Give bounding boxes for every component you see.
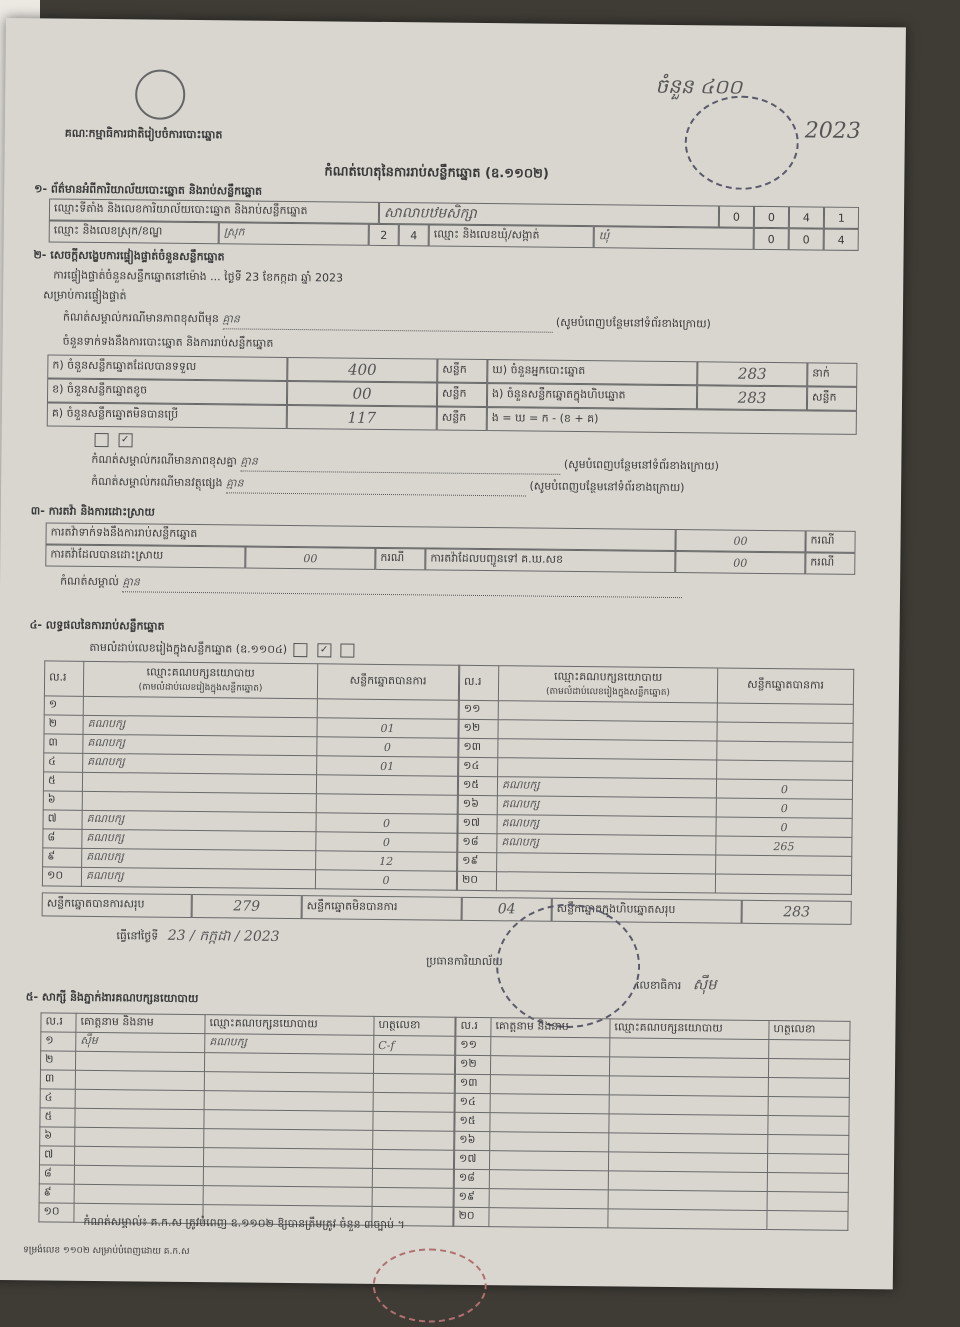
- result-no: ៥: [43, 772, 82, 791]
- witness-party: [204, 1091, 373, 1112]
- complaint-note-value: គ្មាន: [122, 575, 682, 598]
- count-d-value: 283: [697, 361, 807, 386]
- witness-party: [608, 1152, 767, 1173]
- witness-no: ៣: [40, 1070, 75, 1089]
- results-head-party-sub: (តាមលំដាប់លេខរៀងក្នុងសន្លឹកឆ្នោត): [138, 681, 263, 694]
- section1-heading: ១- ព័ត៌មានអំពីការិយាល័យបោះឆ្នោត និងរាប់សន្លឹកឆ្នោត: [34, 182, 263, 198]
- valid-total-value: 279: [192, 894, 302, 919]
- district-label: ឈ្មោះ និងលេខស្រុក/ខណ្ឌ: [49, 220, 219, 244]
- witness-name: [490, 1075, 609, 1095]
- witness-no: ១៨: [454, 1169, 489, 1188]
- result-no: ១១: [459, 700, 498, 719]
- witness-signature: [767, 1154, 848, 1174]
- result-votes: [717, 741, 853, 761]
- count-c-unit: សន្លឹក: [437, 407, 487, 432]
- result-votes: [717, 760, 853, 780]
- result-party: គណបក្ស: [81, 867, 315, 888]
- checkbox-yes[interactable]: ✓: [118, 433, 132, 447]
- result-party: [83, 696, 317, 717]
- witness-party: [204, 1129, 373, 1150]
- remark3-fill-note: (សូមបំពេញបន្ថែមនៅទំព័រខាងក្រោយ): [529, 479, 685, 495]
- witness-row-right: [454, 1207, 848, 1230]
- count-formula: ង = ឃ = ក - (ខ + គ): [487, 407, 857, 435]
- witness-table-left: [38, 1012, 455, 1226]
- top-right-label: ចំនួន ៤០០: [655, 73, 743, 99]
- witness-party: [609, 1114, 768, 1135]
- witness-party: [609, 1076, 768, 1097]
- complaint2-label: ការតវ៉ាដែលបានដោះស្រាយ: [45, 544, 245, 568]
- witness-head-party: ឈ្មោះគណបក្សនយោបាយ: [205, 1015, 374, 1036]
- result-no: ១៩: [458, 852, 497, 871]
- office-code-2: 0: [754, 206, 789, 228]
- witness-name: [489, 1151, 608, 1171]
- witness-no: ៧: [39, 1146, 74, 1165]
- official-stamp-bottom: [372, 1248, 487, 1323]
- count-text-line: សម្រាប់ការផ្ទៀងផ្ទាត់: [43, 288, 127, 303]
- witness-party: [610, 1038, 769, 1059]
- option-box-2[interactable]: ✓: [317, 643, 331, 657]
- result-party: គណបក្ស: [497, 815, 716, 836]
- committee-name: គណៈកម្មាធិការជាតិរៀបចំការបោះឆ្នោត: [64, 126, 223, 142]
- witness-signature: [768, 1116, 849, 1136]
- counts-intro: ចំនួនទាក់ទងនឹងការបោះឆ្នោត និងការរាប់សន្លឹកឆ្នោត: [62, 334, 274, 350]
- section2-heading: ២- សេចក្តីសង្ខេបការផ្ទៀងផ្ទាត់ចំនួនសន្លឹកឆ្នោត: [33, 248, 225, 264]
- results-head-no: ល.រ: [44, 661, 83, 696]
- result-votes: 01: [317, 718, 458, 738]
- commune-label: ឈ្មោះ និងលេខឃុំ/សង្កាត់: [429, 224, 594, 248]
- result-no: ២០: [457, 871, 496, 890]
- result-no: ១០: [42, 867, 81, 886]
- emblem-logo: [135, 69, 186, 120]
- witness-name: ស៊ឹម: [76, 1032, 205, 1052]
- secretary-row: [636, 975, 717, 998]
- results-head-no-right: ល.រ: [459, 665, 498, 700]
- totals-row: [42, 892, 852, 924]
- result-votes: [716, 855, 852, 875]
- section4-heading: ៤- លទ្ធផលនៃការរាប់សន្លឹកឆ្នោត: [29, 618, 165, 633]
- result-votes: [316, 775, 457, 795]
- signed-date-value: 23 / កក្កដា / 2023: [167, 927, 280, 945]
- complaint-note-label: កំណត់សម្គាល់: [60, 574, 119, 589]
- witness-party: [609, 1133, 768, 1154]
- district-code-2: 4: [399, 224, 429, 246]
- result-no: ៨: [43, 829, 82, 848]
- district-code-1: 2: [369, 224, 399, 246]
- witness-signature: [372, 1168, 453, 1188]
- result-votes: [715, 874, 851, 894]
- signed-date-label: ធ្វើនៅថ្ងៃទី: [116, 929, 159, 943]
- witness-signature: [768, 1097, 849, 1117]
- remark3-label: កំណត់សម្គាល់ករណីមានវត្ថុផ្សេង: [91, 474, 223, 490]
- result-party: [498, 758, 717, 779]
- witness-no: ១១: [456, 1036, 491, 1055]
- remark2-label: កំណត់សម្គាល់ករណីមានភាពខុសគ្នា: [91, 452, 238, 468]
- results-head-party-right-title: ឈ្មោះគណបក្សនយោបាយ: [553, 669, 663, 684]
- secretary-name: ស៊ឹម: [692, 975, 717, 994]
- complaint1-value: 00: [675, 529, 805, 552]
- count-a-label: ក) ចំនួនសន្លឹកឆ្នោតដែលបានទទួល: [47, 354, 287, 381]
- result-no: ៩: [43, 848, 82, 867]
- count-c-label: គ) ចំនួនសន្លឹកឆ្នោតមិនបានប្រើ: [47, 402, 287, 429]
- result-votes: [317, 699, 458, 719]
- count-d-label: ឃ) ចំនួនអ្នកបោះឆ្នោត: [487, 359, 697, 385]
- witness-name: [490, 1132, 609, 1152]
- count-b-value: 00: [287, 381, 437, 407]
- witness-head-sign: ហត្ថលេខា: [374, 1016, 455, 1036]
- witness-party: [204, 1110, 373, 1131]
- valid-total-label: សន្លឹកឆ្នោតបានការសរុប: [42, 892, 192, 918]
- office-code-3: 4: [789, 206, 824, 228]
- witness-no: ៨: [39, 1165, 74, 1184]
- witness-no: ១៣: [455, 1074, 490, 1093]
- witness-signature: [767, 1211, 848, 1231]
- witness-party: [203, 1186, 372, 1207]
- secretary-label: លេខាធិការ: [635, 978, 682, 993]
- witness-head-party-right: ឈ្មោះគណបក្សនយោបាយ: [610, 1019, 769, 1040]
- section5-heading: ៥- សាក្សី និងភ្នាក់ងារគណបក្សនយោបាយ: [25, 990, 199, 1006]
- complaint1-label: ការតវ៉ាទាក់ទងនឹងការរាប់សន្លឹកឆ្នោត: [45, 522, 675, 551]
- witness-name: [489, 1170, 608, 1190]
- result-party: គណបក្ស: [82, 829, 316, 850]
- result-party: [496, 872, 715, 893]
- results-table-right: [457, 665, 854, 895]
- result-party: [497, 853, 716, 874]
- result-no: ១២: [459, 719, 498, 738]
- section4-subline: [89, 641, 357, 660]
- result-row-right: [457, 871, 851, 894]
- witness-signature: [768, 1059, 849, 1079]
- signed-date-row: [116, 925, 279, 948]
- result-votes: 0: [315, 870, 456, 890]
- result-votes: 01: [317, 756, 458, 776]
- witness-no: ១: [41, 1032, 76, 1051]
- result-no: ១៨: [458, 833, 497, 852]
- witness-no: ១២: [455, 1055, 490, 1074]
- result-party: គណបក្ស: [497, 796, 716, 817]
- result-party: គណបក្ស: [83, 715, 317, 736]
- witness-name: [75, 1089, 204, 1109]
- result-votes: [316, 794, 457, 814]
- witness-no: ១៦: [455, 1131, 490, 1150]
- complaint2b-value: 00: [675, 551, 805, 574]
- section4-subline-text: តាមលំដាប់លេខរៀងក្នុងសន្លឹកឆ្នោត (ឧ.១១០៤): [89, 640, 288, 656]
- witness-name: [490, 1056, 609, 1076]
- result-votes: 0: [316, 832, 457, 852]
- witness-name: [489, 1189, 608, 1209]
- witness-party: [608, 1171, 767, 1192]
- result-votes: 265: [716, 836, 852, 856]
- chief-sign-label: ប្រធានការិយាល័យ: [426, 954, 503, 969]
- witness-no: ១៩: [454, 1188, 489, 1207]
- office-label: ឈ្មោះទីតាំង និងលេខការិយាល័យបោះឆ្នោត និងរាប់សន្លឹកឆ្នោត: [49, 198, 379, 223]
- form-title: កំណត់ហេតុនៃការរាប់សន្លឹកឆ្នោត (ឧ.១១០២): [324, 164, 549, 182]
- result-no: ២: [44, 715, 83, 734]
- footer-form: ទម្រង់លេខ ១១០២ សម្រាប់បំពេញដោយ គ.ក.ស: [23, 1245, 190, 1257]
- count-e-unit: សន្លឹក: [807, 386, 857, 411]
- witness-party: គណបក្ស: [205, 1034, 374, 1055]
- count-a-value: 400: [287, 357, 437, 383]
- remark2-row: [91, 453, 851, 478]
- witness-name: [74, 1184, 203, 1204]
- results-head-party-title: ឈ្មោះគណបក្សនយោបាយ: [146, 665, 255, 680]
- office-name: សាលាបឋមសិក្សា: [379, 202, 719, 228]
- witness-no: ១៤: [455, 1093, 490, 1112]
- remark-label: កំណត់សម្គាល់ករណីមានភាពខុសពីមុន: [62, 310, 219, 326]
- official-stamp-middle: [495, 903, 640, 1029]
- witness-no: ១៥: [455, 1112, 490, 1131]
- result-votes: 0: [716, 817, 852, 837]
- commune-code-3: 4: [824, 229, 859, 251]
- witness-no: ២០: [454, 1207, 489, 1226]
- witness-signature: [768, 1078, 849, 1098]
- result-party: គណបក្ស: [497, 834, 716, 855]
- witness-party: [608, 1190, 767, 1211]
- box-total-value: 283: [742, 900, 852, 925]
- witness-party: [608, 1209, 767, 1230]
- ballot-count-form: [0, 18, 906, 1289]
- result-party: [82, 791, 316, 812]
- witness-party: [204, 1072, 373, 1093]
- witness-no: ៥: [40, 1108, 75, 1127]
- witness-head-name-right: គោត្តនាម និងនាម: [491, 1018, 610, 1038]
- witness-name: [74, 1165, 203, 1185]
- district-name: ស្រុក: [219, 222, 369, 246]
- count-e-label: ង) ចំនួនសន្លឹកឆ្នោតក្នុងហិបឆ្នោត: [487, 383, 697, 409]
- count-c-value: 117: [287, 405, 437, 431]
- result-party: គណបក្ស: [83, 753, 317, 774]
- witness-no: ៦: [40, 1127, 75, 1146]
- witness-signature: [372, 1149, 453, 1169]
- remark-row: [63, 311, 853, 336]
- footer-note: កំណត់សម្គាល់៖ គ.ក.ស ត្រូវបំពេញ ឧ.១១០២ ឱ្យបានត្រឹមត្រូវ ចំនួន ៣ច្បាប់ ។: [83, 1214, 405, 1232]
- witness-name: [75, 1070, 204, 1090]
- check-line: [92, 433, 136, 447]
- result-party: គណបក្ស: [83, 734, 317, 755]
- invalid-total-value: 04: [462, 897, 552, 922]
- complaint2b-label: ការតវ៉ាដែលបញ្ជូនទៅ គ.ឃ.សខ: [425, 548, 675, 573]
- result-votes: 0: [316, 813, 457, 833]
- result-no: ១៧: [458, 814, 497, 833]
- count-date-line: ការផ្ទៀងផ្ទាត់ចំនួនសន្លឹកឆ្នោតនៅម៉ោង ... ថ្ងៃទី 23 ខែកក្កដា ឆ្នាំ 2023: [53, 268, 344, 285]
- witness-no: ១៧: [454, 1150, 489, 1169]
- results-head-party-right-sub: (តាមលំដាប់លេខរៀងក្នុងសន្លឹកឆ្នោត): [545, 686, 671, 698]
- complaint1-unit: ករណី: [805, 530, 855, 553]
- witness-name: [489, 1208, 608, 1228]
- witness-signature: [373, 1092, 454, 1112]
- result-no: ១៥: [458, 776, 497, 795]
- commune-name: ឃុំ: [594, 226, 754, 250]
- witness-signature: [767, 1192, 848, 1212]
- invalid-total-label: សន្លឹកឆ្នោតមិនបានការ: [302, 895, 462, 921]
- result-party: [498, 739, 717, 760]
- witness-party: [203, 1167, 372, 1188]
- box-total-label: សន្លឹកឆ្នោតក្នុងហិបឆ្នោតសរុប: [552, 898, 742, 924]
- count-d-unit: នាក់: [807, 362, 857, 387]
- witness-party: [203, 1148, 372, 1169]
- result-party: គណបក្ស: [82, 810, 316, 831]
- witness-party: [609, 1057, 768, 1078]
- witness-head-sign-right: ហត្ថលេខា: [769, 1021, 850, 1041]
- remark3-value: គ្មាន: [226, 476, 526, 496]
- official-stamp-top: [684, 95, 799, 190]
- remark3-row: [91, 475, 851, 500]
- witness-signature: [373, 1111, 454, 1131]
- witness-head-no-right: ល.រ: [456, 1017, 491, 1036]
- top-right-date: 2023: [804, 118, 861, 144]
- count-b-label: ខ) ចំនួនសន្លឹកឆ្នោតខូច: [47, 378, 287, 405]
- result-party: [498, 701, 717, 722]
- result-party: គណបក្ស: [82, 848, 316, 869]
- option-box-1[interactable]: [294, 643, 308, 657]
- results-head-party: [83, 661, 317, 698]
- result-votes: 0: [716, 779, 852, 799]
- remark-value: គ្មាន: [222, 312, 552, 332]
- witness-name: [491, 1037, 610, 1057]
- result-row-left: [42, 867, 456, 890]
- remark2-fill-note: (សូមបំពេញបន្ថែមនៅទំព័រខាងក្រោយ): [563, 457, 719, 473]
- count-a-unit: សន្លឹក: [437, 359, 487, 384]
- complaint2-value: 00: [245, 547, 375, 570]
- witness-no: ៩: [39, 1184, 74, 1203]
- result-party: [498, 720, 717, 741]
- witness-name: [75, 1108, 204, 1128]
- checkbox-no[interactable]: [95, 433, 109, 447]
- result-no: ១៦: [458, 795, 497, 814]
- witness-signature: C-f: [374, 1035, 455, 1055]
- witness-signature: [769, 1040, 850, 1060]
- result-votes: 0: [317, 737, 458, 757]
- results-table-left: [42, 660, 459, 890]
- count-e-value: 283: [697, 385, 807, 410]
- complaint2-unit: ករណី: [375, 548, 425, 571]
- office-code-1: 0: [719, 205, 754, 227]
- witness-signature: [767, 1173, 848, 1193]
- witness-signature: [768, 1135, 849, 1155]
- witness-signature: [373, 1054, 454, 1074]
- result-no: ៦: [43, 791, 82, 810]
- results-head-votes: សន្លឹកឆ្នោតបានការ: [317, 664, 458, 700]
- witness-name: [490, 1094, 609, 1114]
- result-votes: 0: [716, 798, 852, 818]
- commune-code-1: 0: [754, 228, 789, 250]
- witness-name: [74, 1146, 203, 1166]
- witness-party: [609, 1095, 768, 1116]
- results-head-votes-right: សន្លឹកឆ្នោតបានការ: [717, 668, 853, 704]
- result-no: ៧: [43, 810, 82, 829]
- result-no: ៤: [44, 753, 83, 772]
- witness-head-name: គោត្តនាម និងនាម: [76, 1013, 205, 1033]
- witness-signature: [373, 1130, 454, 1150]
- result-votes: 12: [316, 851, 457, 871]
- witness-party: [204, 1053, 373, 1074]
- result-party: គណបក្ស: [497, 777, 716, 798]
- witness-name: [490, 1113, 609, 1133]
- witness-table-right: [453, 1017, 850, 1231]
- witness-name: [75, 1127, 204, 1147]
- witness-head-no: ល.រ: [41, 1013, 76, 1032]
- witness-name: [75, 1051, 204, 1071]
- witness-signature: [373, 1073, 454, 1093]
- witness-no: ១០: [39, 1203, 74, 1222]
- count-b-unit: សន្លឹក: [437, 383, 487, 408]
- result-no: ១: [44, 696, 83, 715]
- witness-no: ២: [40, 1051, 75, 1070]
- complaint-note-row: [60, 575, 850, 600]
- office-code-4: 1: [824, 207, 859, 229]
- result-votes: [717, 722, 853, 742]
- witness-signature: [372, 1187, 453, 1207]
- result-no: ១៤: [459, 757, 498, 776]
- result-party: [82, 772, 316, 793]
- result-votes: [717, 703, 853, 723]
- results-head-party-right: [498, 666, 717, 703]
- commune-code-2: 0: [789, 228, 824, 250]
- complaint2b-unit: ករណី: [805, 552, 855, 575]
- remark-fill-note: (សូមបំពេញបន្ថែមនៅទំព័រខាងក្រោយ): [555, 315, 711, 331]
- result-no: ៣: [44, 734, 83, 753]
- witness-no: ៤: [40, 1089, 75, 1108]
- result-no: ១៣: [459, 738, 498, 757]
- option-box-3[interactable]: [341, 644, 355, 658]
- section3-heading: ៣- ការតវ៉ា និងការដោះស្រាយ: [30, 504, 155, 519]
- remark2-value: គ្មាន: [240, 454, 560, 474]
